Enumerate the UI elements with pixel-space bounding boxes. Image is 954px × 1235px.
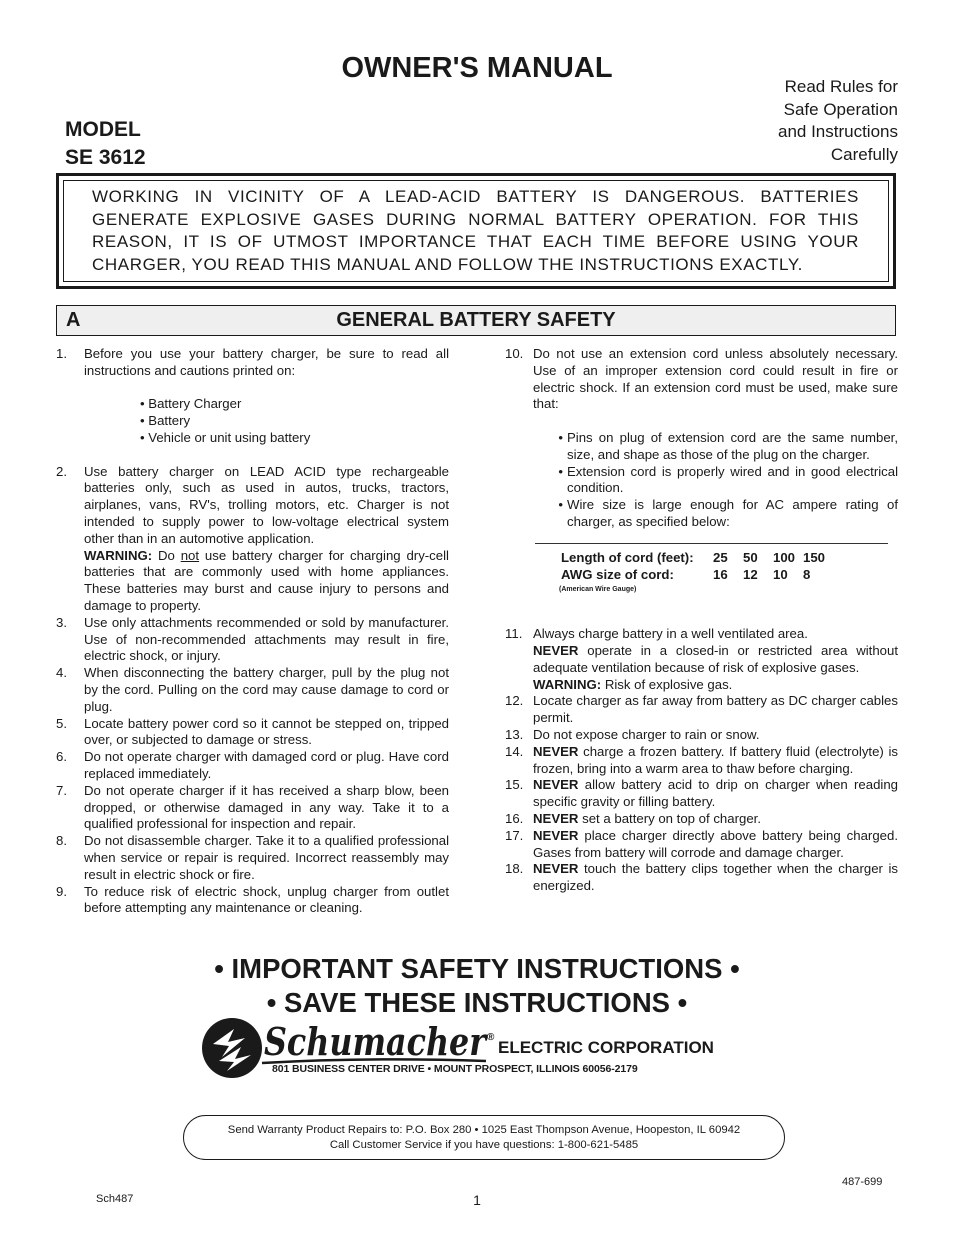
warning-text: Risk of explosive gas. bbox=[604, 676, 733, 692]
schumacher-brand-wordmark bbox=[260, 1017, 490, 1067]
item-number: 6. bbox=[56, 749, 67, 765]
item-1-bullets bbox=[56, 396, 449, 446]
page-number: 1 bbox=[473, 1192, 481, 1208]
item-text: set a battery on top of charger. bbox=[582, 810, 761, 826]
warranty-info-box bbox=[183, 1115, 785, 1160]
table-cell: 16 bbox=[713, 566, 728, 582]
warning-text: WORKING IN VICINITY OF A LEAD-ACID BATTERY IS DANGEROUS. BATTERIES GENERATE EXPLOSIVE GASES DURING NORMAL BATTERY OPERATION. FOR THIS REASON, IT IS OF UTMOST IMPORTANCE THAT EACH TIME BEFORE USING YOUR CHARGER, YOU READ THIS MANUAL AND FOLLOW THE INSTRUCTIONS EXACTLY. bbox=[92, 187, 859, 274]
item-number: 14. bbox=[505, 743, 524, 759]
bullet-item: • Extension cord is properly wired and in good electrical condition. bbox=[558, 463, 898, 496]
item-text: Do not use an extension cord unless absolutely necessary. Use of an improper extension cord could result in fire or electric shock. If an extension cord must be used, make sure that: bbox=[533, 346, 898, 412]
read-rules-line: and Instructions bbox=[777, 122, 898, 141]
company-address: 801 BUSINESS CENTER DRIVE • MOUNT PROSPECT, ILLINOIS 60056-2179 bbox=[272, 1063, 638, 1075]
item-text: touch the battery clips together when the charger is energized. bbox=[533, 861, 898, 894]
item-text: Use battery charger on LEAD ACID type rechargeable batteries only, such as used in autos, trucks, tractors, airplanes, vans, RV's, trolling motors, etc. Charger is not intended to supply power to low-voltage electrical system other than in an automotive application. bbox=[84, 463, 449, 546]
company-name: ELECTRIC CORPORATION bbox=[498, 1038, 714, 1057]
never-label: NEVER bbox=[533, 743, 579, 759]
document-number: 487-699 bbox=[842, 1176, 883, 1188]
document-code: Sch487 bbox=[96, 1193, 134, 1205]
document-title: OWNER'S MANUAL bbox=[341, 52, 613, 84]
bullet-text: Pins on plug of extension cord are the same number, size, and shape as those of the plug on the charger. bbox=[567, 429, 898, 462]
section-title: GENERAL BATTERY SAFETY bbox=[336, 309, 616, 331]
item-text: operate in a closed-in or restricted area without adequate ventilation because of risk of explosive gases. bbox=[533, 642, 898, 675]
lightning-bolt-logo-icon bbox=[201, 1017, 263, 1079]
brand-text: Schumacher bbox=[264, 1019, 489, 1064]
danger-warning-box bbox=[56, 173, 896, 289]
table-cell: 12 bbox=[743, 566, 758, 582]
never-label: NEVER bbox=[533, 810, 579, 826]
item-number: 4. bbox=[56, 665, 67, 681]
model-number: SE 3612 bbox=[65, 146, 146, 169]
registered-mark: ® bbox=[487, 1032, 495, 1043]
list-item bbox=[505, 744, 898, 778]
table-cell: 150 bbox=[803, 549, 826, 565]
important-line: • IMPORTANT SAFETY INSTRUCTIONS • bbox=[214, 953, 740, 984]
awg-label: AWG size of cord: bbox=[561, 566, 674, 582]
read-rules-line: Carefully bbox=[830, 144, 898, 164]
right-column bbox=[505, 346, 898, 895]
table-top-rule bbox=[535, 543, 888, 544]
item-number: 7. bbox=[56, 782, 67, 798]
item-text: Do not operate charger if it has received a sharp blow, been dropped, or otherwise damaged in any way. Take it to a qualified professional for inspection and repair. bbox=[84, 782, 449, 832]
bullet-item: • Battery bbox=[140, 413, 191, 429]
item-10-bullets bbox=[505, 430, 898, 531]
bullet-item: • Battery Charger bbox=[140, 396, 242, 412]
list-item bbox=[505, 693, 898, 727]
item-text: Do not disassemble charger. Take it to a qualified professional when service or repair is required. Incorrect reassembly may result in electric shock or fire. bbox=[84, 833, 449, 882]
never-label: NEVER bbox=[533, 861, 579, 877]
cord-size-table bbox=[561, 550, 833, 584]
item-text: To reduce risk of electric shock, unplug charger from outlet before attempting any maintenance or cleaning. bbox=[84, 883, 449, 916]
table-row bbox=[561, 550, 833, 567]
list-item bbox=[505, 861, 898, 895]
important-line: • SAVE THESE INSTRUCTIONS • bbox=[266, 987, 688, 1018]
model-label: MODEL bbox=[65, 118, 141, 141]
item-number: 3. bbox=[56, 614, 67, 630]
table-cell: 100 bbox=[773, 549, 796, 565]
read-rules-line: Read Rules for bbox=[784, 77, 898, 96]
item-number: 18. bbox=[505, 861, 524, 877]
item-text: place charger directly above battery being charged. Gases from battery will corrode and damage charger. bbox=[533, 827, 898, 860]
item-number: 10. bbox=[505, 346, 524, 361]
item-number: 13. bbox=[505, 726, 524, 742]
warning-label: WARNING: bbox=[533, 676, 602, 692]
never-label: NEVER bbox=[533, 777, 579, 793]
item-text: allow battery acid to drip on charger when reading specific gravity or filling battery. bbox=[533, 777, 899, 810]
list-item bbox=[56, 615, 449, 665]
never-label: NEVER bbox=[533, 827, 579, 843]
item-text: Always charge battery in a well ventilated area. bbox=[533, 626, 808, 642]
item-text: Do not expose charger to rain or snow. bbox=[533, 726, 760, 742]
list-item bbox=[56, 783, 449, 833]
item-text: Locate charger as far away from battery as DC charger cables permit. bbox=[533, 693, 898, 726]
bullet-text: Wire size is large enough for AC ampere rating of charger, as specified below: bbox=[567, 497, 898, 529]
bullet-item: • Pins on plug of extension cord are the same number, size, and shape as those of the plug on the charger. bbox=[558, 429, 898, 462]
item-number: 1. bbox=[56, 346, 67, 361]
item-text: Before you use your battery charger, be sure to read all instructions and cautions printed on: bbox=[84, 346, 449, 378]
list-item bbox=[505, 346, 898, 413]
item-number: 16. bbox=[505, 810, 524, 826]
list-item bbox=[56, 716, 449, 750]
list-item bbox=[56, 884, 449, 918]
item-text: Use only attachments recommended or sold by manufacturer. Use of non-recommended attachments may result in fire, electric shock, or injury. bbox=[84, 614, 449, 664]
table-cell: 8 bbox=[803, 566, 811, 582]
warning-emphasis: not bbox=[180, 547, 200, 563]
never-label: NEVER bbox=[533, 642, 579, 658]
bullet-item: • Vehicle or unit using battery bbox=[140, 429, 311, 445]
table-cell: 25 bbox=[713, 549, 728, 565]
item-text: Locate battery power cord so it cannot be stepped on, tripped over, or subjected to damage or stress. bbox=[84, 715, 449, 748]
table-row bbox=[561, 567, 833, 584]
list-item bbox=[505, 811, 898, 828]
list-item bbox=[505, 828, 898, 862]
list-item bbox=[56, 749, 449, 783]
read-rules-line: Safe Operation bbox=[783, 99, 898, 119]
item-number: 15. bbox=[505, 777, 524, 793]
read-rules-note bbox=[658, 76, 898, 166]
important-instructions-banner bbox=[0, 952, 954, 1020]
item-text: charge a frozen battery. If battery fluid (electrolyte) is frozen, bring into a warm area to thaw before charging. bbox=[533, 743, 898, 776]
bullet-text: Extension cord is properly wired and in good electrical condition. bbox=[567, 463, 898, 496]
item-number: 12. bbox=[505, 693, 524, 709]
table-cell: 10 bbox=[773, 566, 788, 582]
section-header-bar bbox=[56, 305, 896, 336]
item-number: 9. bbox=[56, 883, 67, 899]
warranty-line: Call Customer Service if you have questions: 1-800-621-5485 bbox=[329, 1139, 639, 1151]
list-item bbox=[56, 464, 449, 615]
list-item bbox=[56, 346, 449, 380]
model-block bbox=[65, 116, 146, 172]
bullet-item: • Wire size is large enough for AC ampere rating of charger, as specified below: bbox=[558, 497, 898, 529]
item-text: When disconnecting the battery charger, pull by the plug not by the cord. Pulling on the cord may cause damage to cord or plug. bbox=[84, 665, 449, 714]
warning-label: WARNING: bbox=[84, 547, 153, 563]
list-item bbox=[56, 833, 449, 883]
warranty-line: Send Warranty Product Repairs to: P.O. Box 280 • 1025 East Thompson Avenue, Hoopeston, IL 60942 bbox=[227, 1124, 741, 1136]
list-item bbox=[505, 626, 898, 693]
table-cell: 50 bbox=[743, 549, 758, 565]
item-number: 2. bbox=[56, 463, 67, 479]
list-item bbox=[505, 777, 898, 811]
list-item bbox=[505, 727, 898, 744]
left-column bbox=[56, 346, 449, 917]
item-number: 11. bbox=[505, 626, 523, 642]
awg-note: (American Wire Gauge) bbox=[559, 586, 637, 594]
item-text: Do not operate charger with damaged cord or plug. Have cord replaced immediately. bbox=[84, 749, 449, 781]
section-letter: A bbox=[66, 309, 81, 331]
item-number: 8. bbox=[56, 833, 67, 849]
warning-text: use battery charger for charging dry-cell batteries that are commonly used with home appliances. These batteries may burst and cause injury to persons and damage to property. bbox=[84, 547, 449, 613]
item-number: 17. bbox=[505, 827, 524, 843]
length-label: Length of cord (feet): bbox=[561, 549, 694, 565]
list-item bbox=[56, 665, 449, 715]
item-number: 5. bbox=[56, 715, 67, 731]
warning-text: Do bbox=[158, 547, 175, 563]
